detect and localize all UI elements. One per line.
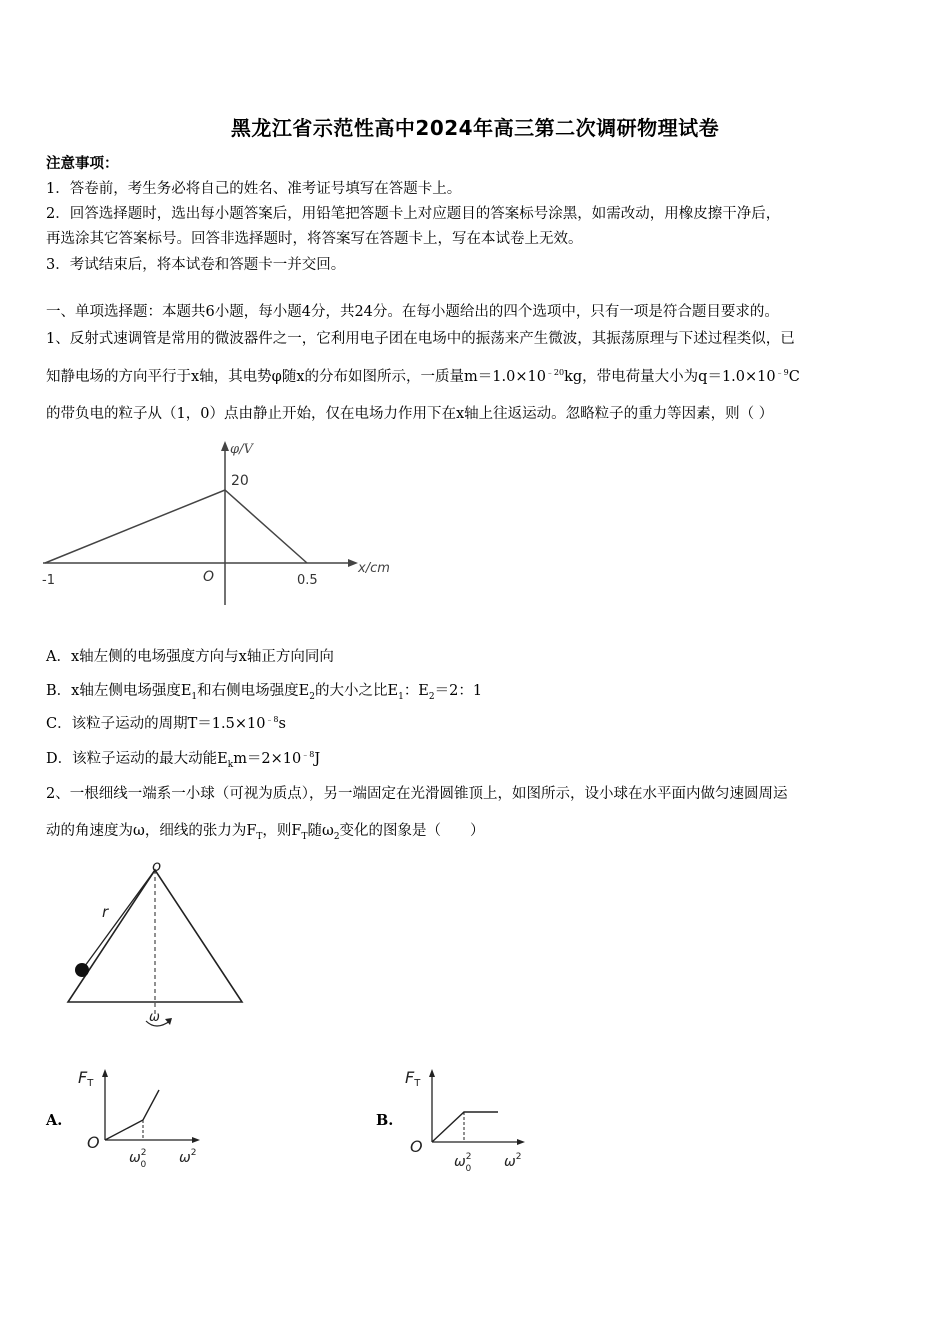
- page-title: 黑龙江省示范性高中2024年高三第二次调研物理试卷: [230, 116, 720, 140]
- q1-optb-sub2: 2: [309, 691, 315, 702]
- q1-optb-part3: 的大小之比E: [314, 683, 399, 699]
- q1-optd-part1: D．该粒子运动的最大动能E: [46, 751, 228, 767]
- omega-label: ω: [149, 1010, 160, 1025]
- right-tick-label: 0.5: [297, 573, 318, 588]
- string-line: [82, 870, 155, 970]
- notice-item-2b: 再选涂其它答案标号。回答非选择题时，将答案写在答题卡上，写在本试卷上无效。: [46, 231, 583, 247]
- q2-option-a-graph: [75, 1062, 210, 1177]
- q2-line1: 2、一根细线一端系一小球（可视为质点），另一端固定在光滑圆锥顶上，如图所示，设小球在水平面内做匀速圆周运: [46, 786, 788, 802]
- q1-line2a: 知静电场的方向平行于x轴，其电势φ随x的分布如图所示，一质量m＝1.0×10: [46, 369, 546, 385]
- q2-line2b: ，则F: [262, 823, 302, 839]
- left-tick-label: -1: [42, 573, 55, 588]
- q1-optc-part1: C．该粒子运动的周期T＝1.5×10: [46, 716, 266, 732]
- a-omega-label: $\omega^2$: [179, 1148, 197, 1166]
- q2-line2-sub3: 2: [333, 831, 340, 842]
- q1-line2b: kg，带电荷量大小为q＝1.0×10: [564, 369, 776, 385]
- q2-line2c: 随ω: [307, 823, 334, 839]
- string-label: r: [102, 903, 109, 921]
- q1-optb-part5: ＝2：1: [434, 683, 483, 699]
- notice-item-3: 3．考试结束后，将本试卷和答题卡一并交回。: [46, 257, 346, 273]
- q2-option-b-label[interactable]: B.: [376, 1112, 394, 1129]
- q1-exp-m: ﹣20: [545, 368, 565, 378]
- q1-line2: [46, 365, 800, 386]
- q1-line1: 1、反射式速调管是常用的微波器件之一，它利用电子团在电场中的振荡来产生微波，其振荡原理与下述过程类似，已: [46, 331, 795, 347]
- y-axis-label: φ/V: [230, 442, 253, 457]
- a-curve: [105, 1090, 159, 1140]
- q1-optb-sub3: 1: [398, 691, 404, 702]
- q2-option-a-label[interactable]: A.: [46, 1112, 63, 1129]
- q1-optb-part1: B．x轴左侧电场强度E: [46, 683, 192, 699]
- a-y-label: FT: [78, 1068, 94, 1089]
- section-heading: 一、单项选择题：本题共6小题，每小题4分，共24分。在每小题给出的四个选项中，只有一项是符合题目要求的。: [46, 304, 779, 320]
- apex-label: o: [152, 857, 162, 875]
- b-omega-label: $\omega^2$: [504, 1152, 522, 1170]
- b-x-arrow: [517, 1139, 525, 1145]
- q1-optd-exp: ﹣8: [301, 750, 315, 760]
- q1-optc-part2: s: [278, 716, 286, 732]
- ball: [75, 963, 89, 977]
- b-omega0-label: $\omega^2$ 0: [454, 1152, 472, 1174]
- x-axis-label: x/cm: [358, 561, 390, 576]
- a-y-arrow: [102, 1069, 108, 1077]
- q1-line2c: C: [788, 369, 800, 385]
- potential-graph: [40, 435, 410, 615]
- q2-line2d: 变化的图象是（ ）: [339, 823, 485, 839]
- a-x-arrow: [192, 1137, 200, 1143]
- x-axis-arrow: [348, 559, 358, 567]
- q2-line2a: 动的角速度为ω，细线的张力为F: [46, 823, 257, 839]
- q2-option-b-graph: [402, 1062, 537, 1177]
- q1-optb-sub4: 2: [428, 691, 435, 702]
- y-axis-arrow: [221, 441, 229, 451]
- q1-option-c: [46, 712, 286, 733]
- b-curve: [432, 1112, 498, 1142]
- q1-optb-sub1: 1: [191, 691, 198, 702]
- q1-optd-part2: m＝2×10: [233, 751, 302, 767]
- potential-curve: [45, 490, 307, 563]
- b-y-arrow: [429, 1069, 435, 1077]
- notice-item-1: 1．答卷前，考生务必将自己的姓名、准考证号填写在答题卡上。: [46, 181, 462, 197]
- peak-label: 20: [231, 473, 249, 489]
- q2-line2: [46, 819, 485, 842]
- q1-exp-q: ﹣9: [775, 368, 789, 378]
- cone-figure: [60, 855, 260, 1035]
- q1-optc-exp: ﹣8: [265, 715, 279, 725]
- q1-option-a: A．x轴左侧的电场强度方向与x轴正方向同向: [46, 649, 334, 665]
- a-omega0-label: $\omega^2$ 0: [129, 1148, 147, 1170]
- notice-heading: 注意事项：: [46, 155, 119, 172]
- q1-optb-part2: 和右侧电场强度E: [197, 683, 310, 699]
- b-y-label: FT: [405, 1068, 421, 1089]
- q2-line2-sub2: T: [301, 831, 308, 842]
- a-origin-label: O: [87, 1133, 100, 1152]
- q1-optd-part3: J: [314, 751, 321, 767]
- q2-line2-sub1: T: [256, 831, 263, 842]
- q1-line3: 的带负电的粒子从（1，0）点由静止开始，仅在电场力作用下在x轴上往返运动。忽略粒子的重力等因素，则（ ）: [46, 406, 774, 422]
- b-origin-label: O: [410, 1137, 423, 1156]
- q1-option-b: [46, 679, 482, 702]
- q1-option-d: [46, 747, 320, 770]
- q1-optd-sub: k: [227, 759, 234, 770]
- notice-item-2a: 2．回答选择题时，选出每小题答案后，用铅笔把答题卡上对应题目的答案标号涂黑，如需改动，用橡皮擦干净后，: [46, 206, 781, 222]
- q1-optb-part4: ：E: [403, 683, 429, 699]
- origin-label: O: [203, 569, 215, 585]
